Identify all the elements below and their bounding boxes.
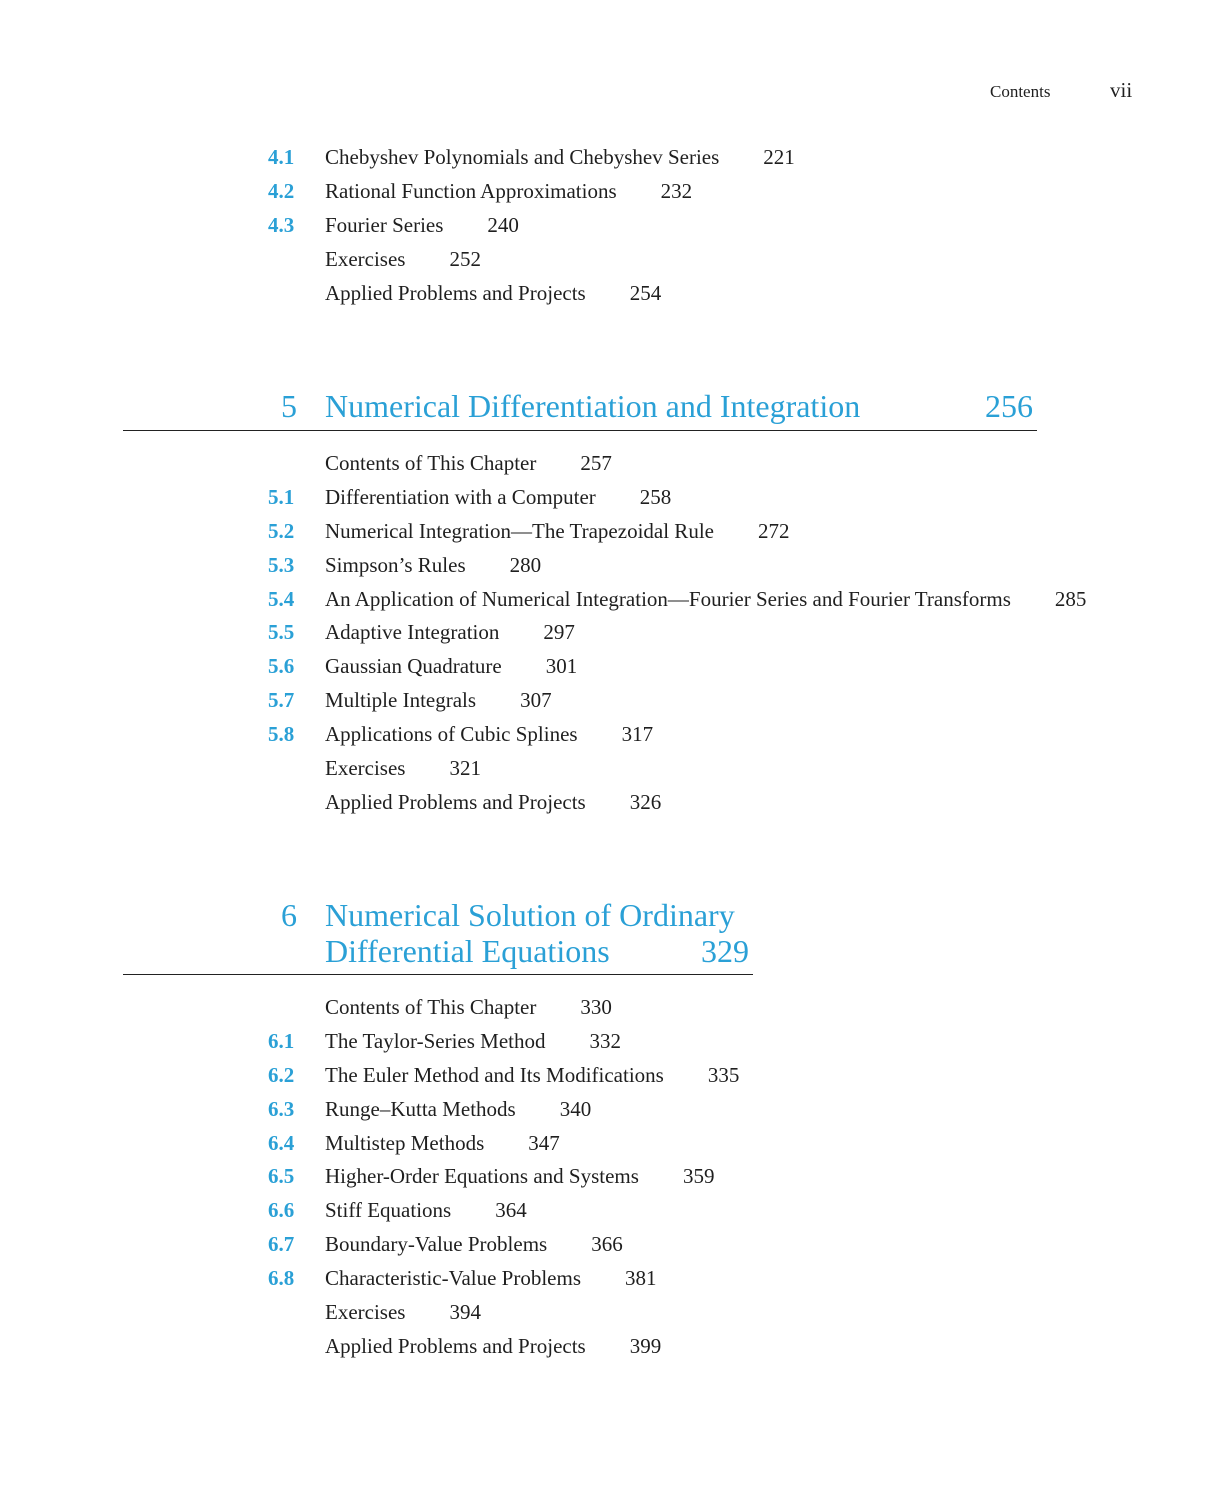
entry-title: [325, 175, 692, 209]
entry-title-text: Applications of Cubic Splines: [325, 722, 578, 747]
entry-page-number: 232: [660, 178, 693, 203]
entry-title: [325, 1025, 621, 1059]
section-number: 5.3: [268, 552, 295, 577]
entry-title: [325, 209, 519, 243]
entry-page-number: 258: [639, 484, 672, 509]
section-number: 5.8: [268, 722, 295, 747]
section-number: 6.3: [268, 1096, 295, 1121]
entry-title-text: Contents of This Chapter: [325, 451, 537, 475]
entry-title-text: Chebyshev Polynomials and Chebyshev Series: [325, 145, 720, 169]
entry-title-text: Applied Problems and Projects: [325, 1333, 586, 1358]
entry-title-text: Exercises: [325, 246, 406, 271]
entry-page-number: 317: [621, 722, 654, 747]
toc-entry: [0, 991, 1214, 1025]
entry-title: [325, 1127, 560, 1161]
entry-title-text: Exercises: [325, 1300, 406, 1325]
entry-page-number: 321: [449, 756, 481, 781]
toc-entry: [0, 616, 1214, 650]
entry-title-text: Multiple Integrals: [325, 688, 477, 713]
toc-entry: [0, 1160, 1214, 1194]
entry-title-text: Applied Problems and Projects: [325, 280, 586, 305]
toc-entry: [0, 243, 1214, 277]
running-head-page-number: vii: [1110, 78, 1133, 102]
entry-title: [325, 616, 575, 650]
entry-title-text: Gaussian Quadrature: [325, 654, 502, 679]
chapter-6-title-line1: Numerical Solution of Ordinary: [325, 897, 735, 933]
chapter-5-number: 5: [281, 388, 297, 424]
toc-entry: [0, 1296, 1214, 1330]
toc-entry: [0, 515, 1214, 549]
section-number: 6.6: [268, 1198, 295, 1223]
entry-page-number: 330: [580, 995, 612, 1019]
entry-title: [325, 1093, 591, 1127]
entry-page-number: 285: [1054, 586, 1087, 611]
toc-entry: [0, 786, 1214, 820]
toc-entry: [0, 684, 1214, 718]
entry-title-text: Stiff Equations: [325, 1198, 452, 1223]
entry-title-text: Runge–Kutta Methods: [325, 1096, 516, 1121]
toc-entry: [0, 447, 1214, 481]
entry-page-number: 297: [543, 620, 575, 645]
toc-entry: [0, 141, 1214, 175]
toc-entry: [0, 1025, 1214, 1059]
entry-title: [325, 277, 661, 311]
toc-entry: [0, 583, 1214, 617]
toc-entry: [0, 1059, 1214, 1093]
section-number: 5.5: [268, 620, 295, 645]
entry-title: [325, 1160, 714, 1194]
entry-title: [325, 718, 653, 752]
chapter-6-number: 6: [281, 897, 297, 933]
entry-title: [325, 786, 661, 820]
entry-title: [325, 549, 541, 583]
chapter-5-page: 256: [985, 388, 1033, 424]
toc-entry: [0, 718, 1214, 752]
entry-page-number: 280: [509, 552, 542, 577]
entry-page-number: 301: [545, 654, 578, 679]
entry-page-number: 381: [625, 1266, 657, 1291]
chapter-6-title-line-2: [0, 933, 1214, 969]
entry-page-number: 257: [580, 451, 612, 475]
entry-title-text: The Taylor-Series Method: [325, 1028, 546, 1053]
chapter-6-entries: [0, 991, 1214, 1364]
entry-page-number: 254: [629, 280, 662, 305]
toc-entry: [0, 1127, 1214, 1161]
entry-title-text: Characteristic-Value Problems: [325, 1266, 581, 1291]
entry-title: [325, 447, 612, 481]
section-number: 6.7: [268, 1232, 295, 1257]
entry-page-number: 326: [629, 789, 662, 814]
chapter-5-rule: [123, 430, 1037, 431]
section-number: 6.4: [268, 1130, 295, 1155]
entry-title: [325, 991, 612, 1025]
toc-entry: [0, 650, 1214, 684]
section-number: 5.7: [268, 688, 295, 713]
entry-title: [325, 684, 552, 718]
section-number: 6.8: [268, 1266, 295, 1291]
entry-title-text: An Application of Numerical Integration—Fourier Series and Fourier Transforms: [325, 586, 1011, 611]
entry-page-number: 366: [591, 1232, 623, 1257]
entry-title-text: Exercises: [325, 756, 406, 781]
entry-title: [325, 141, 795, 175]
entry-title: [325, 752, 481, 786]
chapter-5-title: Numerical Differentiation and Integration: [325, 388, 861, 424]
entry-title: [325, 481, 671, 515]
entry-page-number: 394: [449, 1300, 481, 1325]
section-number: 6.1: [268, 1028, 295, 1053]
entry-title-text: Adaptive Integration: [325, 620, 500, 645]
entry-title-text: Applied Problems and Projects: [325, 789, 586, 814]
entry-page-number: 240: [487, 212, 519, 237]
entry-title: [325, 1194, 527, 1228]
entry-title-text: Higher-Order Equations and Systems: [325, 1164, 639, 1189]
toc-entry: [0, 277, 1214, 311]
section-4-entries: [0, 141, 1214, 310]
entry-title-text: Rational Function Approximations: [325, 178, 617, 203]
toc-entry: [0, 1228, 1214, 1262]
entry-title-text: Boundary-Value Problems: [325, 1232, 548, 1257]
section-number: 4.1: [268, 145, 295, 169]
section-number: 4.3: [268, 212, 295, 237]
chapter-5-title-line: [0, 388, 1214, 424]
entry-page-number: 399: [629, 1333, 662, 1358]
entry-title-text: Numerical Integration—The Trapezoidal Rule: [325, 518, 714, 543]
entry-title-text: Fourier Series: [325, 212, 444, 237]
entry-title-text: Multistep Methods: [325, 1130, 485, 1155]
section-number: 5.2: [268, 518, 295, 543]
entry-title-text: Simpson’s Rules: [325, 552, 466, 577]
chapter-6-title-line2: Differential Equations: [325, 933, 610, 969]
toc-entry: [0, 1262, 1214, 1296]
toc-entry: [0, 1330, 1214, 1364]
toc-entry: [0, 175, 1214, 209]
chapter-6-title-line-1: [0, 897, 1214, 933]
toc-entry: [0, 549, 1214, 583]
chapter-5-entries: [0, 447, 1214, 820]
entry-title: [325, 243, 481, 277]
entry-title-text: The Euler Method and Its Modifications: [325, 1062, 664, 1087]
entry-title: [325, 1262, 657, 1296]
entry-page-number: 307: [520, 688, 552, 713]
section-number: 6.2: [268, 1062, 295, 1087]
entry-title: [325, 1330, 661, 1364]
running-head-label: Contents: [990, 82, 1051, 101]
entry-title-text: Differentiation with a Computer: [325, 484, 596, 509]
chapter-6-rule: [123, 974, 753, 975]
entry-title: [325, 515, 789, 549]
section-number: 5.4: [268, 586, 295, 611]
toc-entry: [0, 481, 1214, 515]
toc-entry: [0, 1194, 1214, 1228]
chapter-6-page: 329: [701, 933, 749, 969]
chapter-6-heading: [0, 897, 1214, 969]
chapter-5-heading: [0, 388, 1214, 424]
entry-page-number: 252: [449, 246, 481, 271]
entry-title: [325, 1059, 739, 1093]
section-number: 5.6: [268, 654, 295, 679]
section-number: 5.1: [268, 484, 295, 509]
entry-page-number: 364: [495, 1198, 527, 1223]
entry-title: [325, 583, 1086, 617]
toc-entry: [0, 209, 1214, 243]
section-number: 4.2: [268, 178, 295, 203]
entry-title-text: Contents of This Chapter: [325, 995, 537, 1019]
entry-page-number: 359: [682, 1164, 715, 1189]
toc-entry: [0, 1093, 1214, 1127]
entry-page-number: 272: [757, 518, 790, 543]
entry-title: [325, 1228, 623, 1262]
entry-title: [325, 1296, 481, 1330]
entry-title: [325, 650, 577, 684]
entry-page-number: 340: [559, 1096, 592, 1121]
section-number: 6.5: [268, 1164, 295, 1189]
toc-entry: [0, 752, 1214, 786]
running-head: [0, 78, 1214, 108]
entry-page-number: 332: [589, 1028, 621, 1053]
entry-page-number: 347: [528, 1130, 560, 1155]
entry-page-number: 335: [707, 1062, 740, 1087]
entry-page-number: 221: [763, 145, 795, 169]
